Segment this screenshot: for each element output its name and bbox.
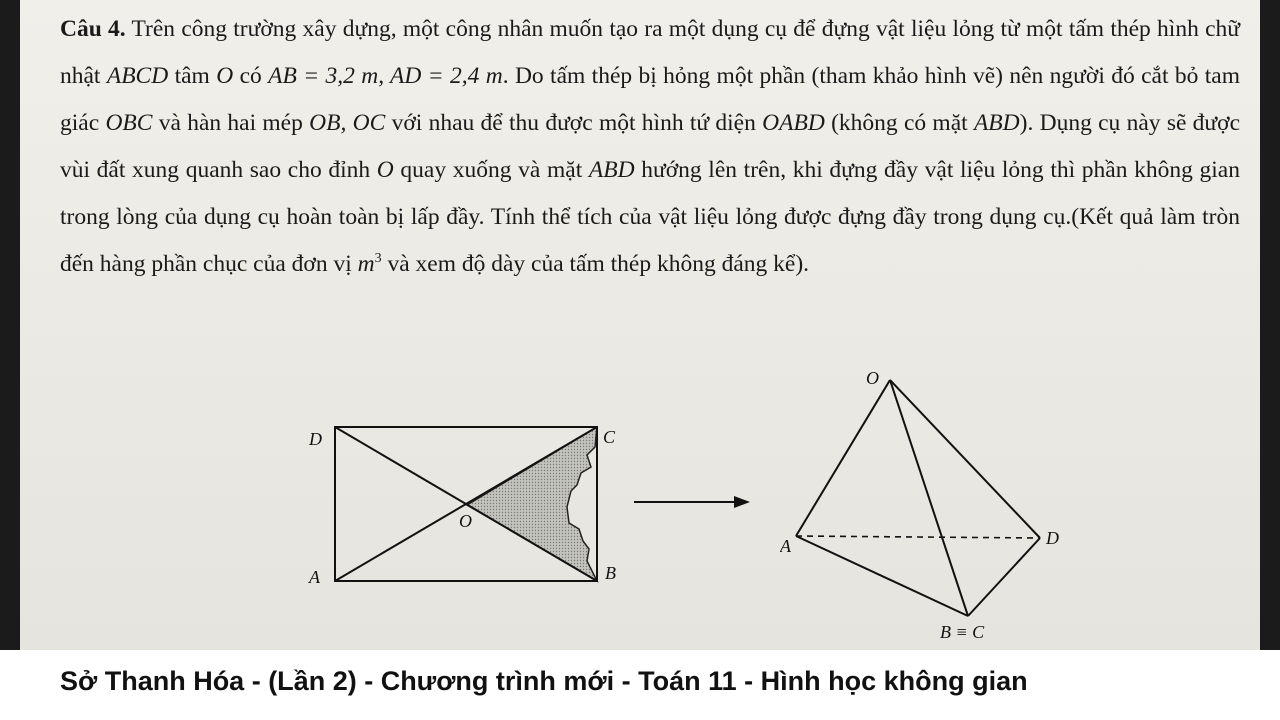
edge-bd [968,538,1040,616]
label-d: D [309,429,322,449]
caption-bar [0,650,1280,720]
label-d: D [1046,528,1059,548]
label-b-equiv-c: B ≡ C [940,622,985,642]
label-b: B [605,563,616,583]
arrow-icon [632,490,752,514]
label-o: O [459,511,472,531]
problem-text: Câu 4. Trên công trường xây dựng, một công nhân muốn tạo ra một dụng cụ để đựng vật liệu lỏng từ một tấm thép hình chữ nhật ABCD tâm O có AB = 3,2 m, AD = 2,4 m. Do tấm thép bị hỏng một phần (tham khảo hình vẽ) nên người đó cắt bỏ tam giác OBC và hàn hai mép OB, OC với nhau để thu được một hình tứ diện OABD (không có mặt ABD). Dụng cụ này sẽ được vùi đất xung quanh sao cho đỉnh O quay xuống và mặt ABD hướng lên trên, khi đựng đầy vật liệu lỏng thì phần không gian trong lòng của dụng cụ hoàn toàn bị lấp đầy. Tính thể tích của vật liệu lỏng được đựng đầy trong dụng cụ.(Kết quả làm tròn đến hàng phần chục của đơn vị $m^3$ và xem độ dày của tấm thép không đáng kể). [60,16,1241,277]
document-page [20,0,1260,650]
video-caption: Sở Thanh Hóa - (Lần 2) - Chương trình mới - Toán 11 - Hình học không gian [60,666,1028,696]
label-c: C [603,427,616,447]
label-a: A [780,536,791,556]
edge-ob [890,380,968,616]
tetrahedron-figure [780,360,1090,645]
edge-ad-hidden [796,536,1040,538]
label-o: O [866,368,879,388]
cut-triangle-obc [467,427,597,581]
edge-ab [796,536,968,616]
edge-od [890,380,1040,538]
rectangle-figure [285,415,625,605]
question-label: Câu 4. [60,16,126,42]
edge-oa [796,380,890,536]
label-a: A [309,567,320,587]
